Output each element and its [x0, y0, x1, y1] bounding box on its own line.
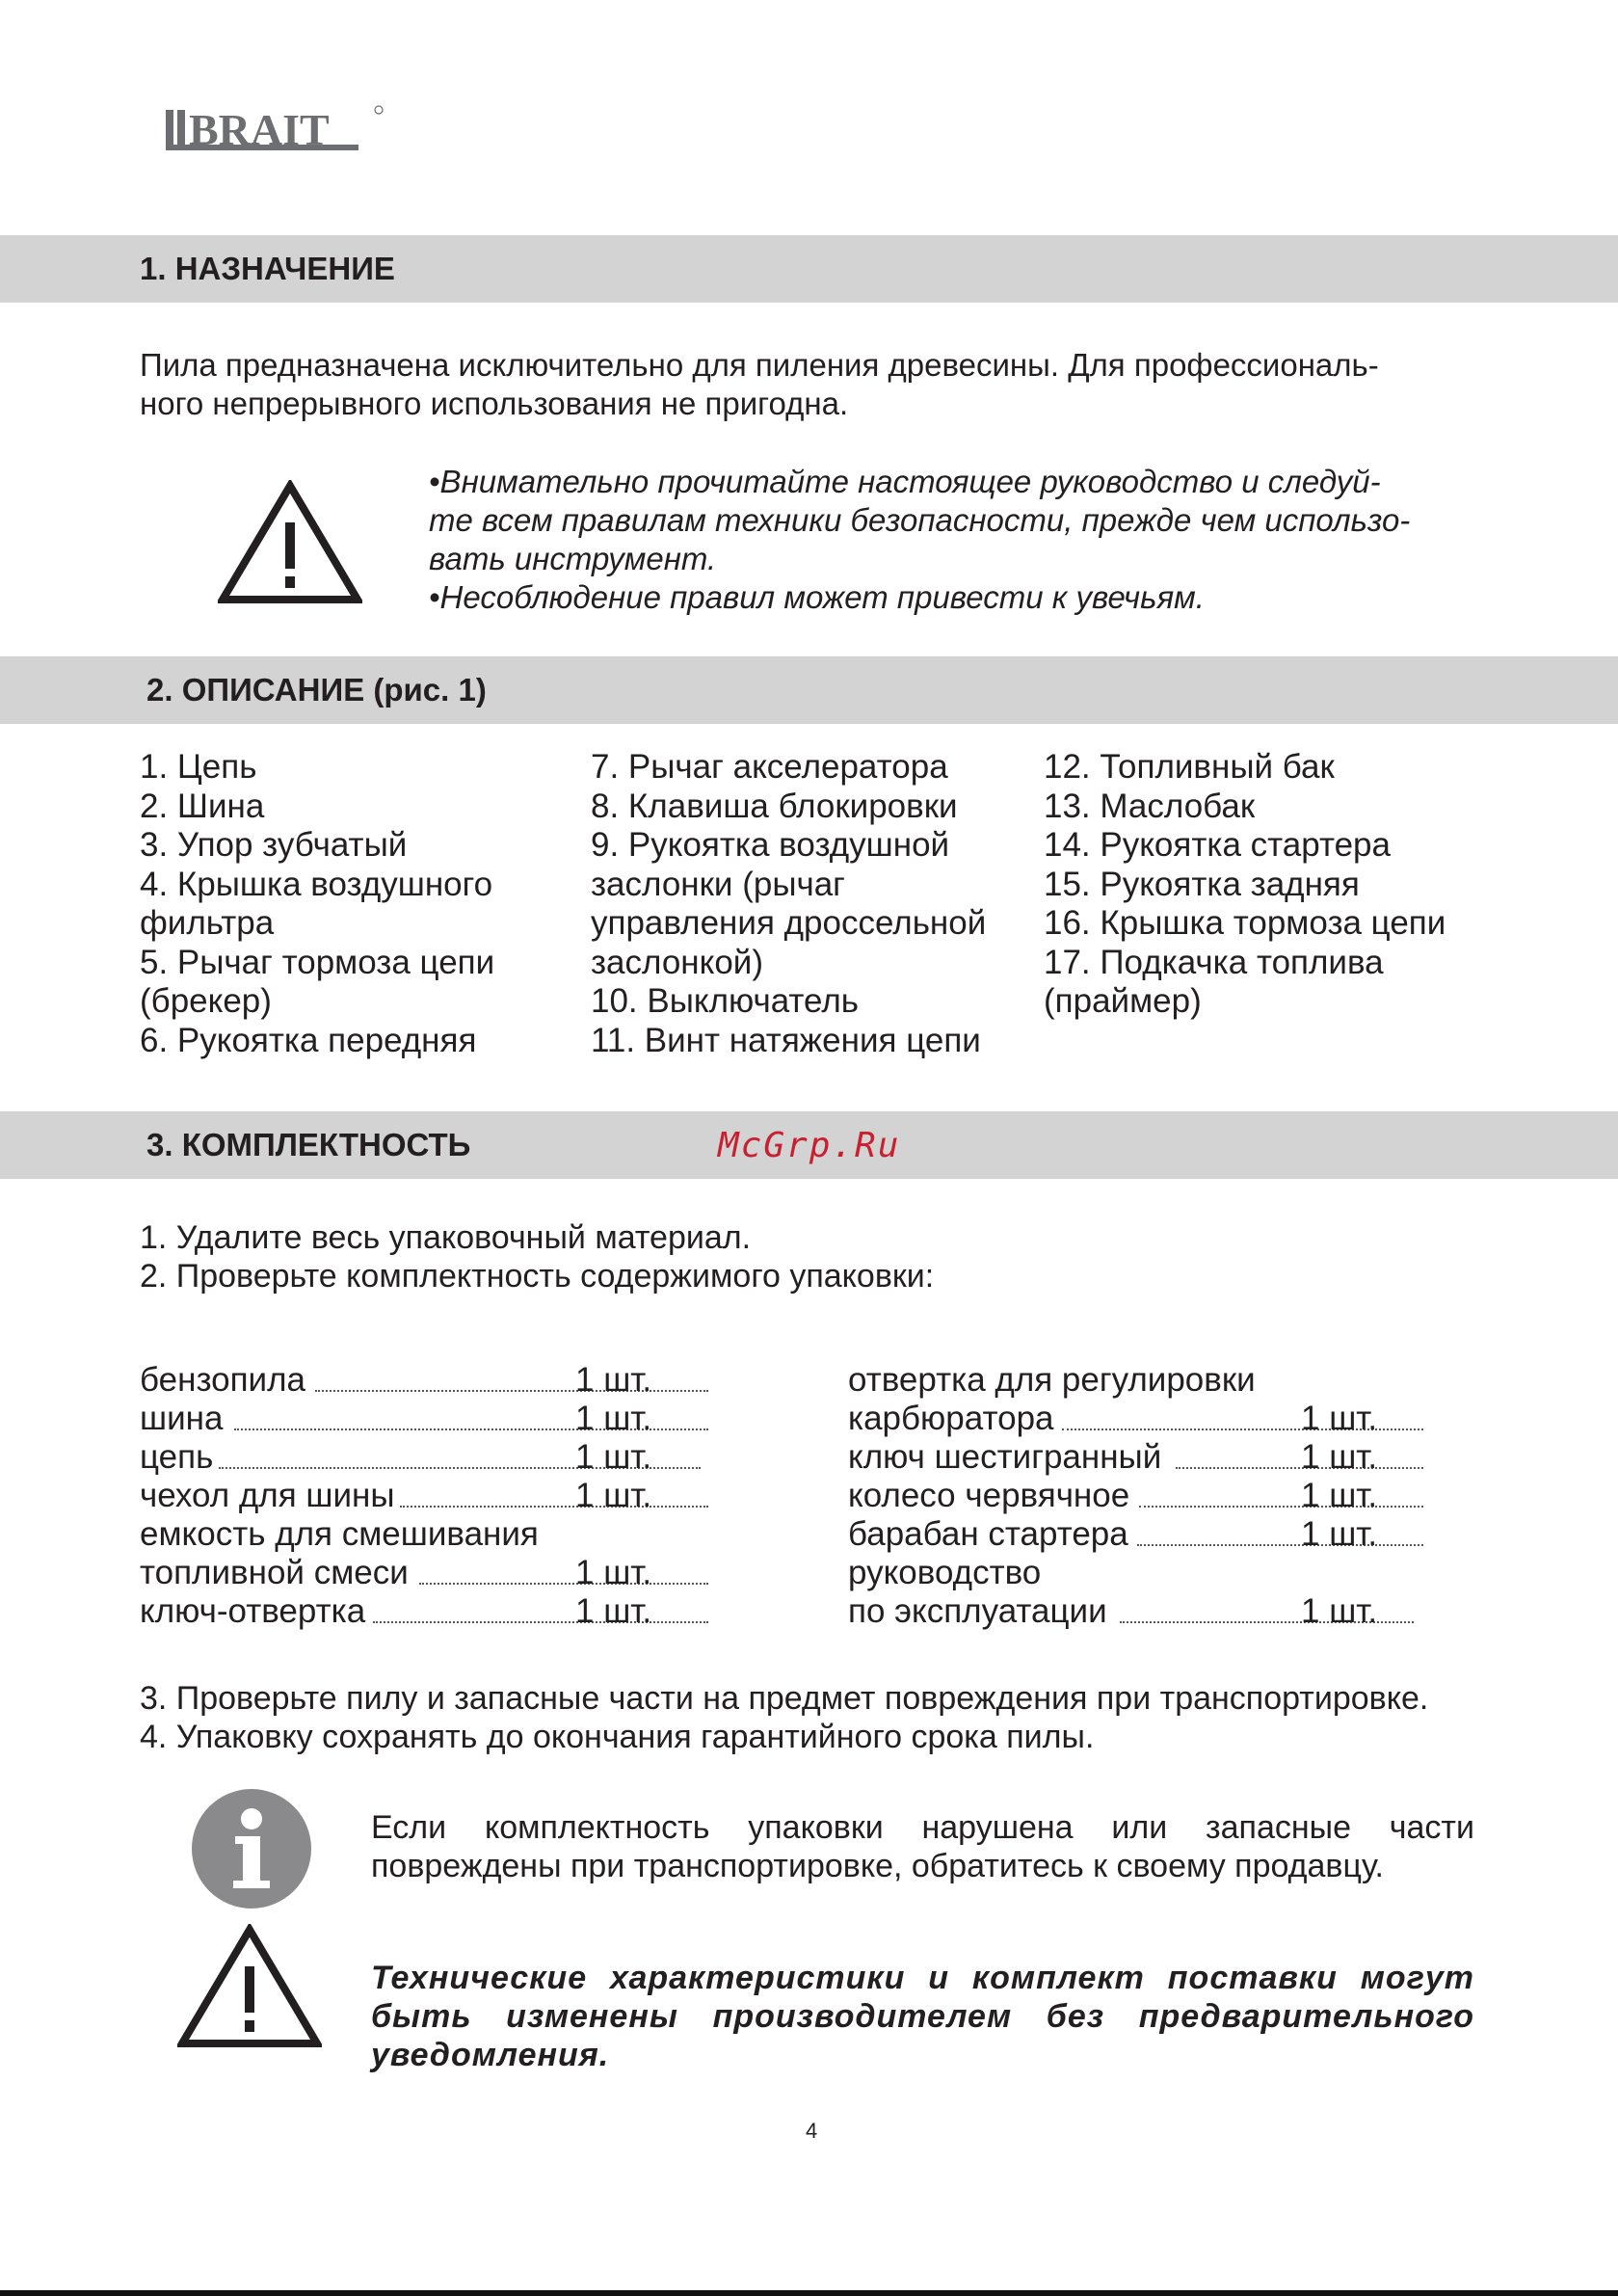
brait-logo — [166, 102, 397, 156]
kit-item-qty: 1 шт. — [1301, 1438, 1378, 1476]
part-item: 12. Топливный бак — [1044, 748, 1335, 786]
part-item: 11. Винт натяжения цепи — [591, 1021, 981, 1059]
info-icon — [191, 1788, 312, 1914]
part-item: 1. Цепь — [140, 748, 257, 786]
part-item: 2. Шина — [140, 787, 265, 825]
check-steps — [140, 1679, 1428, 1756]
kit-item-qty: 1 шт. — [1301, 1400, 1378, 1437]
watermark: McGrp.Ru — [718, 1126, 901, 1165]
bottom-border — [0, 2290, 1618, 2296]
part-item: (брекер) — [140, 982, 272, 1020]
brand-text: BRAIT — [189, 105, 330, 154]
kit-item-qty: 1 шт. — [1301, 1477, 1378, 1514]
parts-column-1 — [140, 748, 494, 1060]
part-item: 13. Маслобак — [1044, 787, 1256, 825]
page-number: 4 — [806, 2119, 818, 2143]
section-header-purpose — [0, 235, 1618, 303]
kit-item-name: руководство — [848, 1554, 1042, 1591]
warning-triangle-icon — [177, 1924, 322, 2054]
warning-text — [429, 463, 1479, 617]
kit-item-qty: 1 шт. — [575, 1554, 652, 1591]
section-header-description — [0, 656, 1618, 724]
part-item: 9. Рукоятка воздушной — [591, 826, 950, 864]
kit-item-name: емкость для смешивания — [140, 1515, 539, 1553]
leader-dots — [1176, 1438, 1423, 1469]
leader-dots — [400, 1477, 708, 1508]
kit-item-qty: 1 шт. — [575, 1477, 652, 1514]
part-item: (праймер) — [1044, 982, 1202, 1020]
section-title: 2. ОПИСАНИЕ (рис. 1) — [146, 672, 487, 707]
leader-dots — [419, 1554, 708, 1585]
part-item: 10. Выключатель — [591, 982, 860, 1020]
part-item: управления дроссельной — [591, 904, 987, 942]
part-item: заслонкой) — [591, 943, 763, 981]
kit-item-qty: 1 шт. — [1301, 1515, 1378, 1553]
part-item: 4. Крышка воздушного — [140, 865, 493, 903]
warning-triangle-icon — [218, 480, 362, 610]
part-item: 3. Упор зубчатый — [140, 826, 408, 864]
kit-item-name: чехол для шины — [140, 1477, 395, 1514]
step-item: 4. Упаковку сохранять до окончания гарантийного срока пилы. — [140, 1719, 1095, 1755]
part-item: 6. Рукоятка передняя — [140, 1021, 477, 1059]
purpose-line: ного непрерывного использования не пригодна. — [140, 386, 849, 421]
part-item: 17. Подкачка топлива — [1044, 943, 1384, 981]
part-item: фильтра — [140, 904, 275, 942]
warning-line: •Внимательно прочитайте настоящее руководство и следуй- — [429, 464, 1381, 499]
kit-item-qty: 1 шт. — [575, 1592, 652, 1630]
part-item: 14. Рукоятка стартера — [1044, 826, 1391, 864]
kit-item-name: ключ-отвертка — [140, 1592, 366, 1630]
part-item: заслонки (рычаг — [591, 865, 845, 903]
part-item: 16. Крышка тормоза цепи — [1044, 904, 1446, 942]
leader-dots — [1139, 1477, 1423, 1508]
kit-item-name: барабан стартера — [848, 1515, 1128, 1553]
brait-logo-mark — [166, 102, 397, 156]
section-title: 1. НАЗНАЧЕНИЕ — [140, 251, 395, 286]
warning-line: вать инструмент. — [429, 541, 717, 576]
kit-item-name: по эксплуатации — [848, 1592, 1107, 1630]
step-item: 1. Удалите весь упаковочный материал. — [140, 1219, 752, 1256]
kit-item-name: карбюратора — [848, 1400, 1054, 1437]
kit-item-qty: 1 шт. — [575, 1400, 652, 1437]
leader-dots — [373, 1592, 708, 1623]
parts-column-3 — [1044, 748, 1446, 1022]
purpose-line: Пила предназначена исключительно для пиления древесины. Для профессиональ- — [140, 347, 1379, 383]
kit-item-name: колесо червячное — [848, 1477, 1130, 1514]
kit-item-qty: 1 шт. — [1301, 1592, 1378, 1630]
purpose-text — [140, 346, 1379, 423]
info-note: Если комплектность упаковки нарушена или запасные части повреждены при транспортировке, обратитесь к своему продавцу. — [371, 1809, 1474, 1884]
warning-line: те всем правилам техники безопасности, прежде чем использо- — [429, 502, 1411, 538]
warning-line: •Несоблюдение правил может привести к увечьям. — [429, 579, 1205, 615]
leader-dots — [1137, 1515, 1423, 1546]
kit-item-name: отвертка для регулировки — [848, 1361, 1256, 1399]
kit-item-name: топливной смеси — [140, 1554, 409, 1591]
kit-item-name: бензопила — [140, 1361, 305, 1399]
kit-item-qty: 1 шт. — [575, 1361, 652, 1399]
parts-column-2 — [591, 748, 986, 1060]
step-item: 3. Проверьте пилу и запасные части на предмет повреждения при транспортировке. — [140, 1680, 1429, 1717]
part-item: 8. Клавиша блокировки — [591, 787, 958, 825]
section-title: 3. КОМПЛЕКТНОСТЬ — [146, 1127, 471, 1162]
unpack-steps — [140, 1218, 934, 1295]
kit-item-name: шина — [140, 1400, 224, 1437]
kit-item-qty: 1 шт. — [575, 1438, 652, 1476]
part-item: 15. Рукоятка задняя — [1044, 865, 1360, 903]
step-item: 2. Проверьте комплектность содержимого упаковки: — [140, 1258, 935, 1295]
kit-item-name: ключ шестигранный — [848, 1438, 1162, 1476]
change-note: Технические характеристики и комплект поставки могут быть изменены производителем без предварительного уведомления. — [371, 1960, 1474, 2073]
kit-item-name: цепь — [140, 1438, 214, 1476]
part-item: 5. Рычаг тормоза цепи — [140, 943, 495, 981]
part-item: 7. Рычаг акселератора — [591, 748, 948, 786]
